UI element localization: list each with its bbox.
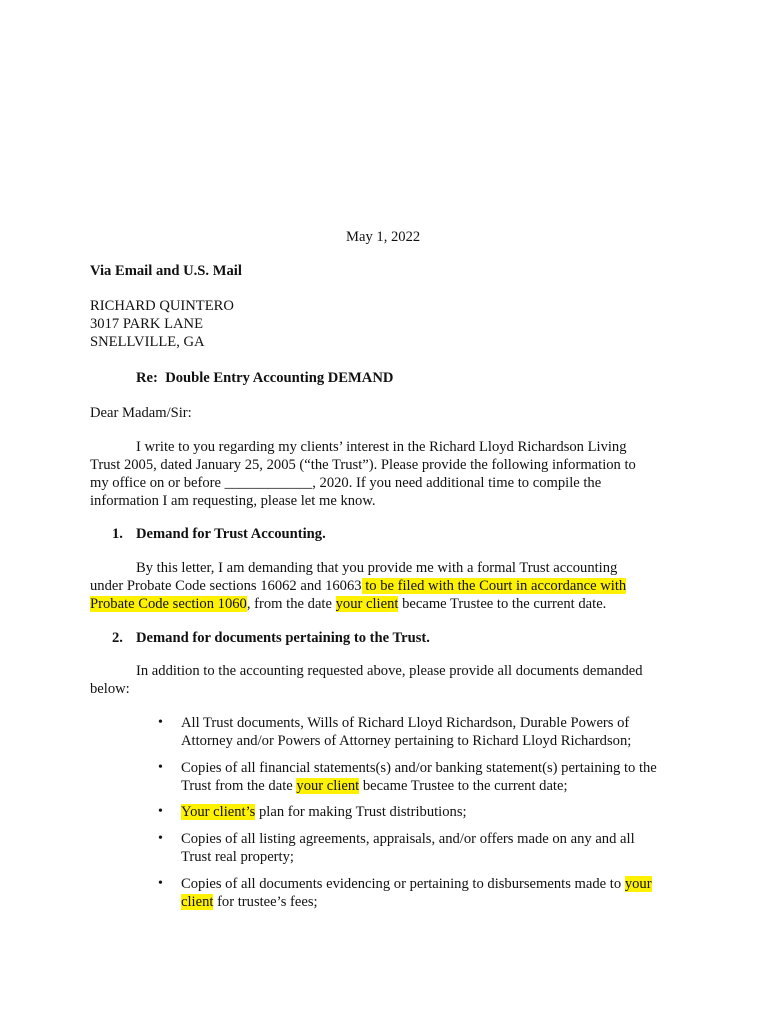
section-2-number: 2. (112, 630, 123, 646)
bullet-3-line-1 (181, 803, 467, 821)
section-1-line-3 (90, 595, 606, 613)
re-subject: Double Entry Accounting DEMAND (165, 370, 394, 386)
bullet-icon: • (158, 831, 163, 846)
bullet-4-line-2: Trust real property; (181, 849, 294, 865)
delivery-method: Via Email and U.S. Mail (90, 263, 242, 279)
section-1-number: 1. (112, 526, 123, 542)
intro-line-2: Trust 2005, dated January 25, 2005 (“the Trust”). Please provide the following information to (90, 457, 636, 473)
section-1-line-1: By this letter, I am demanding that you provide me with a formal Trust accounting (136, 560, 618, 576)
section-1-line-3-text-b: became Trustee to the current date. (398, 596, 607, 612)
bullet-icon: • (158, 760, 163, 775)
section-2-line-1: In addition to the accounting requested above, please provide all documents demanded (136, 663, 643, 679)
re-line (136, 369, 393, 387)
highlight-your: your (624, 876, 652, 892)
recipient-name: RICHARD QUINTERO (90, 298, 234, 314)
recipient-street: 3017 PARK LANE (90, 316, 203, 332)
bullet-2-text-a: Trust from the date (181, 778, 297, 794)
bullet-icon: • (158, 876, 163, 891)
section-1-heading: Demand for Trust Accounting. (136, 526, 326, 542)
recipient-city: SNELLVILLE, GA (90, 334, 205, 350)
bullet-4-line-1: Copies of all listing agreements, appraisals, and/or offers made on any and all (181, 831, 635, 847)
bullet-5-text-a: Copies of all documents evidencing or pertaining to disbursements made to (181, 876, 625, 892)
section-1-line-2-text: under Probate Code sections 16062 and 16063 (90, 578, 362, 594)
highlight-your-client: your client (335, 596, 399, 612)
section-1-line-2 (90, 577, 626, 595)
intro-line-3: my office on or before ____________, 2020. If you need additional time to compile the (90, 475, 602, 491)
intro-line-4: information I am requesting, please let me know. (90, 493, 376, 509)
bullet-3-text: plan for making Trust distributions; (255, 804, 467, 820)
bullet-icon: • (158, 715, 163, 730)
section-2-line-2: below: (90, 681, 130, 697)
bullet-1-line-2: Attorney and/or Powers of Attorney pertaining to Richard Lloyd Richardson; (181, 733, 632, 749)
bullet-5-text-b: for trustee’s fees; (213, 894, 318, 910)
bullet-2-line-2 (181, 777, 568, 795)
re-label: Re: (136, 370, 158, 386)
bullet-icon: • (158, 804, 163, 819)
letter-date: May 1, 2022 (346, 229, 421, 245)
bullet-5-line-2 (181, 893, 318, 911)
section-2-heading: Demand for documents pertaining to the Trust. (136, 630, 430, 646)
intro-line-1: I write to you regarding my clients’ interest in the Richard Lloyd Richardson Living (136, 439, 627, 455)
bullet-5-line-1 (181, 875, 652, 893)
salutation: Dear Madam/Sir: (90, 405, 192, 421)
highlight-court-filing: to be filed with the Court in accordance with (361, 578, 627, 594)
highlight-your-client: your client (296, 778, 360, 794)
highlight-your-clients: Your client’s (181, 804, 256, 820)
highlight-probate-code: Probate Code section 1060 (90, 596, 247, 612)
section-1-line-3-text-a: , from the date (246, 596, 336, 612)
bullet-1-line-1: All Trust documents, Wills of Richard Lloyd Richardson, Durable Powers of (181, 715, 630, 731)
bullet-2-line-1: Copies of all financial statements(s) and/or banking statement(s) pertaining to the (181, 760, 657, 776)
bullet-2-text-b: became Trustee to the current date; (359, 778, 568, 794)
highlight-client: client (181, 894, 214, 910)
